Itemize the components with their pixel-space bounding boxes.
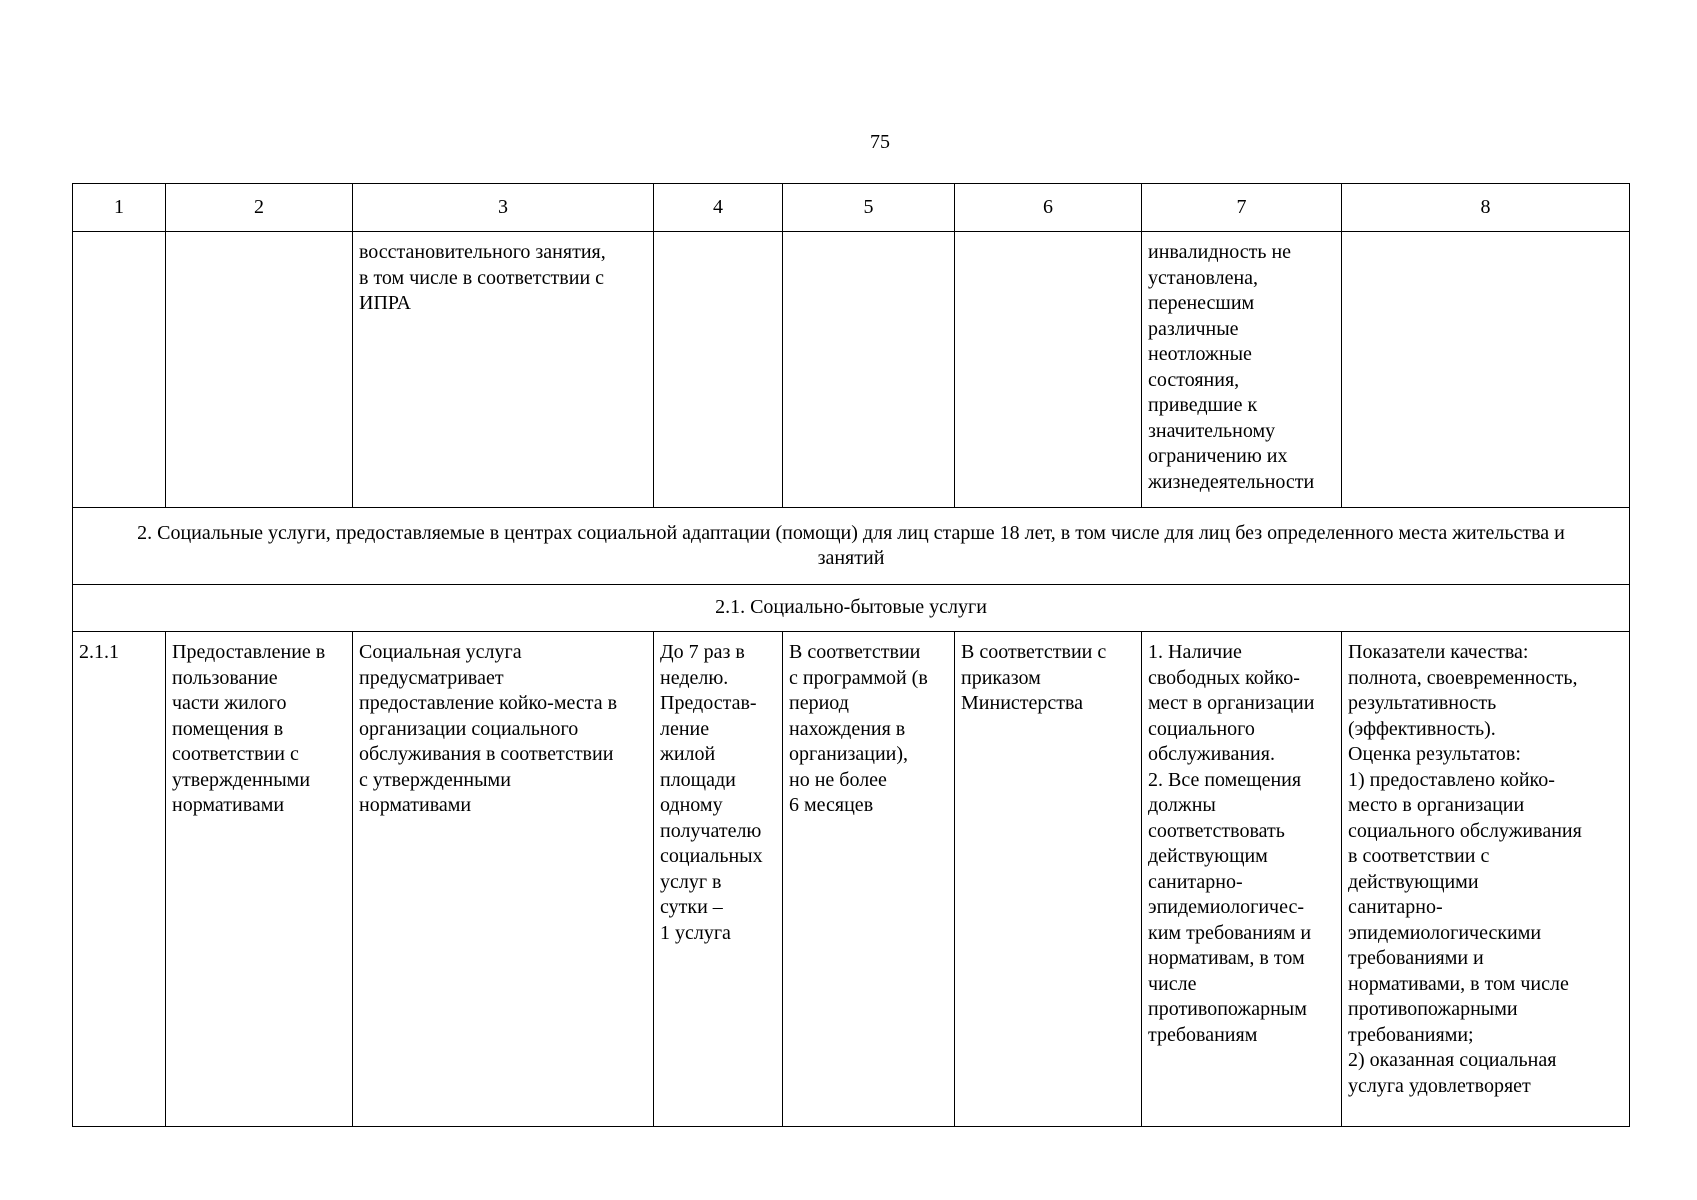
service-conditions-text: 1. Наличие свободных койко- мест в организации социального обслуживания. 2. Все помещения должны соответствовать действующим санитарно- эпидемиологичес- ким требованиям и нормативам, в том числе противопожарным требованиям [1148,641,1315,1046]
continuation-text-7: инвалидность не установлена, перенесшим различные неотложные состояния, приведшие к значительному ограничению их жизнедеятельности [1148,241,1315,493]
service-conditions [1142,632,1342,1127]
continuation-cell-2 [166,232,353,508]
service-number [73,632,166,1127]
column-header-5: 5 [783,184,955,232]
service-frequency-text: До 7 раз в неделю. Предостав- ление жилой площади одному получателю социальных услуг в сутки – 1 услуга [660,641,763,944]
continuation-cell-8 [1342,232,1630,508]
service-description-text: Социальная услуга предусматривает предоставление койко-места в организации социального обслуживания в соответствии с утвержденными нормативами [359,641,618,816]
service-norm [955,632,1142,1127]
service-quality [1342,632,1630,1127]
column-header-1: 1 [73,184,166,232]
service-frequency [654,632,783,1127]
column-header-8: 8 [1342,184,1630,232]
service-duration [783,632,955,1127]
continuation-cell-3 [353,232,654,508]
column-header-2: 2 [166,184,353,232]
column-header-4: 4 [654,184,783,232]
service-quality-text: Показатели качества: полнота, своевременность, результативность (эффективность). Оценка результатов: 1) предоставлено койко- место в организации социального обслуживания в соответствии с действующими санитарно- эпидемиологическими требованиями и нормативами, в том числе противопожарными требованиями; 2) оказанная социальная услуга удовлетворяет [1348,641,1582,1097]
column-header-7: 7 [1142,184,1342,232]
service-number-text: 2.1.1 [79,641,119,663]
service-name [166,632,353,1127]
subsection-heading: 2.1. Социально-бытовые услуги [73,585,1630,632]
column-header-3: 3 [353,184,654,232]
subsection-heading-row [73,585,1630,632]
service-row [73,632,1630,1127]
service-description [353,632,654,1127]
column-number-row [73,184,1630,232]
continuation-text-3: восстановительного занятия, в том числе в соответствии с ИПРА [359,241,606,314]
section-heading-row [73,508,1630,585]
page-number: 75 [870,131,890,153]
continuation-cell-7 [1142,232,1342,508]
continuation-cell-4 [654,232,783,508]
column-header-6: 6 [955,184,1142,232]
continuation-cell-5 [783,232,955,508]
service-duration-text: В соответствии с программой (в период нахождения в организации), но не более 6 месяцев [789,641,928,816]
services-table [72,183,1630,1127]
section-heading: 2. Социальные услуги, предоставляемые в центрах социальной адаптации (помощи) для лиц старше 18 лет, в том числе для лиц без определенного места жительства и занятий [73,508,1630,585]
continuation-cell-1 [73,232,166,508]
service-norm-text: В соответствии с приказом Министерства [961,641,1107,714]
continuation-row [73,232,1630,508]
continuation-cell-6 [955,232,1142,508]
service-name-text: Предоставление в пользование части жилого помещения в соответствии с утвержденными нормативами [172,641,326,816]
